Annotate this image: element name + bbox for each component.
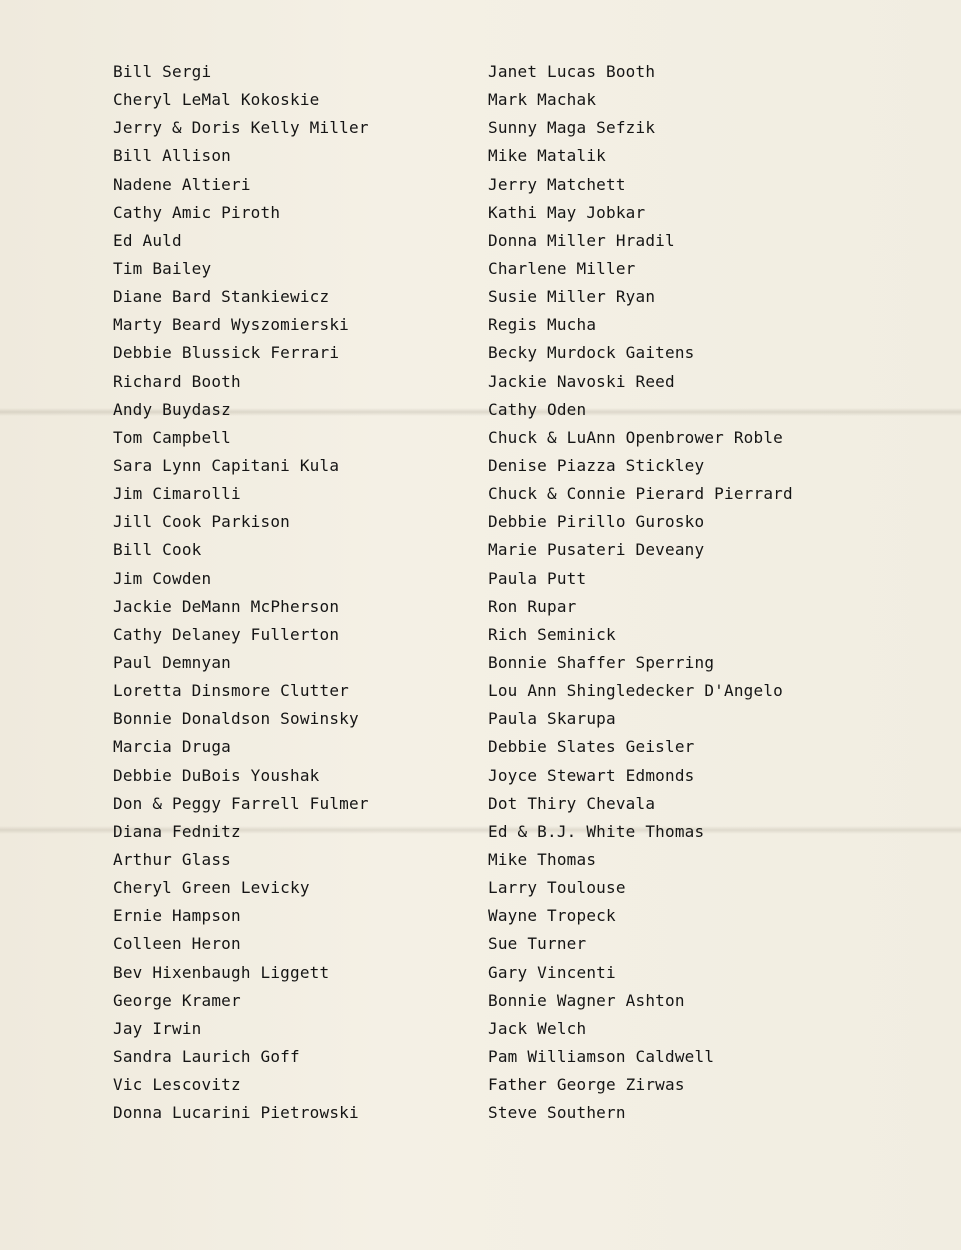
left-name-22: Paul Demnyan	[113, 652, 231, 672]
right-name-32: Sue Turner	[488, 934, 587, 954]
right-name-10: Regis Mucha	[488, 315, 597, 335]
right-name-1: Janet Lucas Booth	[488, 62, 656, 81]
right-name-9: Susie Miller Ryan	[488, 287, 656, 307]
right-name-22: Bonnie Shaffer Sperring	[488, 652, 715, 672]
left-name-8: Tim Bailey	[113, 258, 212, 278]
right-name-21: Rich Seminick	[488, 624, 616, 644]
left-name-31: Ernie Hampson	[113, 906, 241, 926]
right-name-7: Donna Miller Hradil	[488, 230, 675, 250]
right-name-8: Charlene Miller	[488, 258, 636, 278]
right-name-27: Dot Thiry Chevala	[488, 793, 656, 813]
left-name-20: Jackie DeMann McPherson	[113, 596, 340, 616]
right-name-16: Chuck & Connie Pierard Pierrard	[488, 484, 793, 504]
right-name-11: Becky Murdock Gaitens	[488, 343, 695, 363]
right-name-5: Jerry Matchett	[488, 174, 626, 194]
left-name-36: Sandra Laurich Goff	[113, 1046, 300, 1066]
left-name-7: Ed Auld	[113, 230, 182, 250]
right-name-3: Sunny Maga Sefzik	[488, 118, 656, 138]
left-name-29: Arthur Glass	[113, 849, 231, 869]
left-name-15: Sara Lynn Capitani Kula	[113, 455, 340, 475]
right-name-23: Lou Ann Shingledecker D'Angelo	[488, 681, 783, 701]
right-name-4: Mike Matalik	[488, 146, 606, 166]
right-name-28: Ed & B.J. White Thomas	[488, 821, 705, 841]
right-name-13: Cathy Oden	[488, 399, 587, 419]
left-name-28: Diana Fednitz	[113, 821, 241, 841]
right-name-30: Larry Toulouse	[488, 878, 626, 898]
left-name-2: Cheryl LeMal Kokoskie	[113, 90, 320, 110]
left-name-6: Cathy Amic Piroth	[113, 202, 281, 222]
left-name-25: Marcia Druga	[113, 737, 231, 757]
left-name-16: Jim Cimarolli	[113, 484, 241, 504]
right-name-14: Chuck & LuAnn Openbrower Roble	[488, 427, 783, 447]
left-name-19: Jim Cowden	[113, 568, 212, 588]
left-name-24: Bonnie Donaldson Sowinsky	[113, 709, 359, 729]
right-name-15: Denise Piazza Stickley	[488, 455, 705, 475]
left-name-27: Don & Peggy Farrell Fulmer	[113, 793, 369, 813]
left-name-38: Donna Lucarini Pietrowski	[113, 1103, 359, 1123]
right-name-20: Ron Rupar	[488, 596, 577, 616]
right-name-26: Joyce Stewart Edmonds	[488, 765, 695, 785]
right-name-29: Mike Thomas	[488, 849, 597, 869]
right-name-25: Debbie Slates Geisler	[488, 737, 695, 757]
left-name-23: Loretta Dinsmore Clutter	[113, 681, 349, 701]
left-name-37: Vic Lescovitz	[113, 1075, 241, 1095]
left-name-14: Tom Campbell	[113, 427, 231, 447]
left-name-column	[113, 58, 369, 1127]
left-name-5: Nadene Altieri	[113, 174, 251, 194]
left-name-1: Bill Sergi	[113, 62, 212, 81]
left-name-9: Diane Bard Stankiewicz	[113, 287, 330, 307]
left-name-32: Colleen Heron	[113, 934, 241, 954]
left-name-17: Jill Cook Parkison	[113, 512, 290, 532]
left-name-11: Debbie Blussick Ferrari	[113, 343, 340, 363]
right-name-38: Steve Southern	[488, 1103, 626, 1123]
left-name-3: Jerry & Doris Kelly Miller	[113, 118, 369, 138]
right-name-33: Gary Vincenti	[488, 962, 616, 982]
right-name-6: Kathi May Jobkar	[488, 202, 646, 222]
left-name-4: Bill Allison	[113, 146, 231, 166]
right-name-19: Paula Putt	[488, 568, 587, 588]
right-name-column	[488, 58, 793, 1127]
left-name-13: Andy Buydasz	[113, 399, 231, 419]
right-name-37: Father George Zirwas	[488, 1075, 685, 1095]
left-name-18: Bill Cook	[113, 540, 202, 560]
right-name-36: Pam Williamson Caldwell	[488, 1046, 715, 1066]
right-name-35: Jack Welch	[488, 1018, 587, 1038]
left-name-10: Marty Beard Wyszomierski	[113, 315, 349, 335]
right-name-12: Jackie Navoski Reed	[488, 371, 675, 391]
right-name-31: Wayne Tropeck	[488, 906, 616, 926]
left-name-12: Richard Booth	[113, 371, 241, 391]
right-name-17: Debbie Pirillo Gurosko	[488, 512, 705, 532]
left-name-34: George Kramer	[113, 990, 241, 1010]
left-name-26: Debbie DuBois Youshak	[113, 765, 320, 785]
left-name-30: Cheryl Green Levicky	[113, 878, 310, 898]
left-name-21: Cathy Delaney Fullerton	[113, 624, 340, 644]
right-name-18: Marie Pusateri Deveany	[488, 540, 705, 560]
left-name-35: Jay Irwin	[113, 1018, 202, 1038]
right-name-34: Bonnie Wagner Ashton	[488, 990, 685, 1010]
left-name-33: Bev Hixenbaugh Liggett	[113, 962, 330, 982]
right-name-24: Paula Skarupa	[488, 709, 616, 729]
right-name-2: Mark Machak	[488, 90, 597, 110]
